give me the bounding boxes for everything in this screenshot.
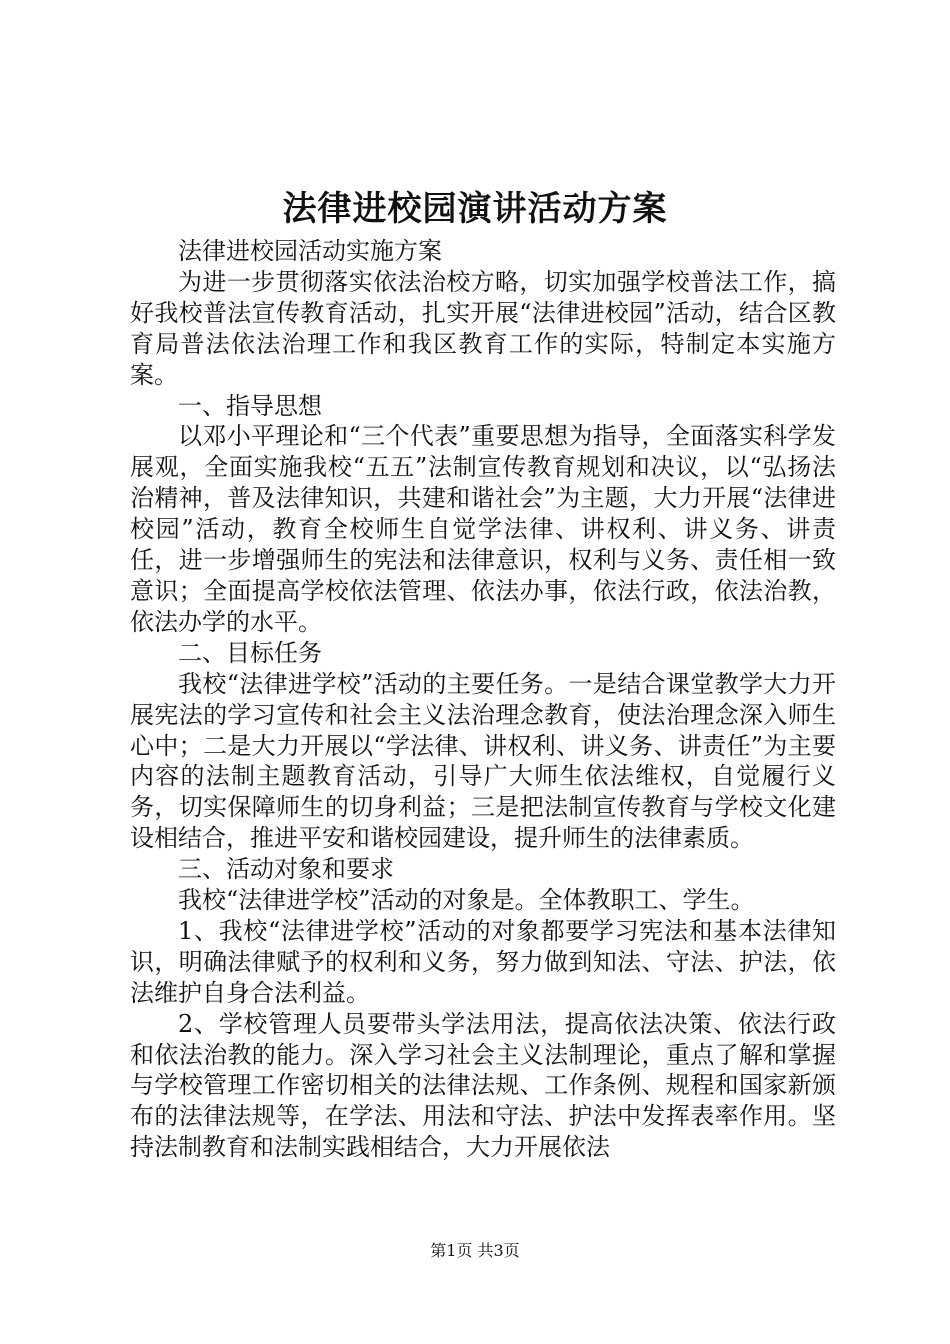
paragraph-goals: 我校“法律进学校”活动的主要任务。一是结合课堂教学大力开展宪法的学习宣传和社会主义法治理念教育，使法治理念深入师生心中；二是大力开展以“学法律、讲权利、讲义务、讲责任”为主要内容的法制主题教育活动，引导广大师生依法维权，自觉履行义务，切实保障师生的切身利益；三是把法制宣传教育与学校文化建设相结合，推进平安和谐校园建设，提升师生的法律素质。 [130, 669, 836, 853]
section-heading-targets: 三、活动对象和要求 [178, 855, 394, 884]
paragraph-requirement-1: 1、我校“法律进学校”活动的对象都要学习宪法和基本法律知识，明确法律赋予的权利和义务，努力做到知法、守法、护法，依法维护自身合法利益。 [130, 916, 836, 1007]
paragraph-subtitle: 法律进校园活动实施方案 [178, 237, 442, 265]
section-heading-goals: 二、目标任务 [178, 638, 322, 667]
document-body [130, 236, 836, 1163]
document-title: 法律进校园演讲活动方案 [282, 189, 668, 229]
paragraph-intro: 为进一步贯彻落实依法治校方略，切实加强学校普法工作，搞好我校普法宣传教育活动，扎实开展“法律进校园”活动，结合区教育局普法依法治理工作和我区教育工作的实际，特制定本实施方案。 [130, 267, 836, 389]
section-heading-guiding-thought: 一、指导思想 [178, 391, 322, 420]
page-number: 第1页 共3页 [430, 1241, 520, 1260]
paragraph-requirement-2: 2、学校管理人员要带头学法用法，提高依法决策、依法行政和依法治教的能力。深入学习社会主义法制理论，重点了解和掌握与学校管理工作密切相关的法律法规、工作条例、规程和国家新颁布的法律法规等，在学法、用法和守法、护法中发挥表率作用。坚持法制教育和法制实践相结合，大力开展依法 [130, 1009, 836, 1162]
paragraph-guiding-thought: 以邓小平理论和“三个代表”重要思想为指导，全面落实科学发展观，全面实施我校“五五”法制宣传教育规划和决议，以“弘扬法治精神，普及法律知识，共建和谐社会”为主题，大力开展“法律进校园”活动，教育全校师生自觉学法律、讲权利、讲义务、讲责任，进一步增强师生的宪法和法律意识，权利与义务、责任相一致意识；全面提高学校依法管理、依法办事，依法行政，依法治教，依法办学的水平。 [130, 422, 836, 636]
paragraph-targets: 我校“法律进学校”活动的对象是。全体教职工、学生。 [178, 886, 755, 915]
